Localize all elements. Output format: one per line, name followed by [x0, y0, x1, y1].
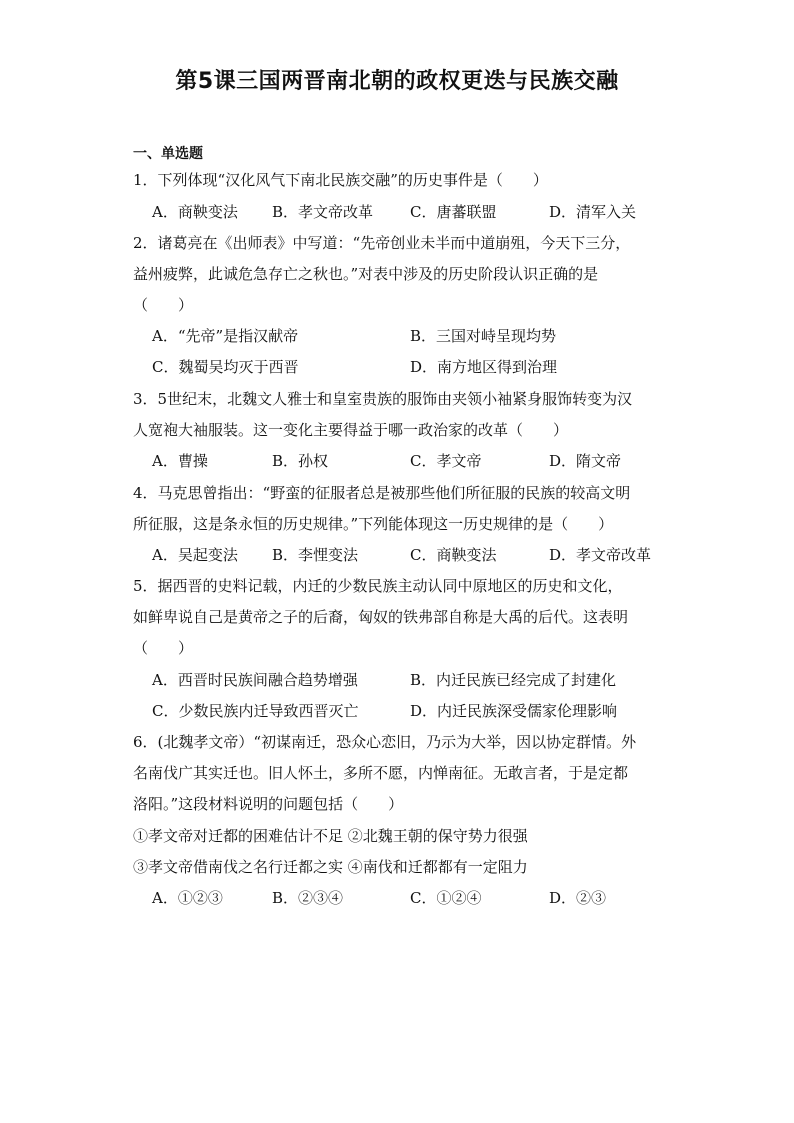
- question-6-stem-line-3: 洛阳。”这段材料说明的问题包括（ ）: [133, 795, 404, 813]
- question-1-stem: 1．下列体现“汉化风气下南北民族交融”的历史事件是（ ）: [133, 171, 548, 189]
- question-1-option-c[interactable]: C．唐蕃联盟: [410, 203, 497, 221]
- page-title: 第5课三国两晋南北朝的政权更迭与民族交融: [175, 69, 619, 94]
- question-3-option-d[interactable]: D．隋文帝: [549, 452, 622, 470]
- section-heading: 一、单选题: [133, 146, 203, 162]
- question-3-option-b[interactable]: B．孙权: [272, 452, 329, 470]
- question-6-option-a[interactable]: A．①②③: [152, 889, 223, 907]
- question-2-option-a[interactable]: A．“先帝”是指汉献帝: [152, 327, 299, 345]
- question-5-option-b[interactable]: B．内迁民族已经完成了封建化: [410, 671, 617, 689]
- question-2-stem-line-3: （ ）: [133, 296, 194, 314]
- question-1-option-d[interactable]: D．清军入关: [549, 203, 637, 221]
- question-3-stem-line-1: 3．5世纪末，北魏文人雅士和皇室贵族的服饰由夹领小袖紧身服饰转变为汉: [133, 390, 633, 408]
- question-3-option-c[interactable]: C．孝文帝: [410, 452, 482, 470]
- question-3-option-a[interactable]: A．曹操: [152, 452, 208, 470]
- question-4-stem-line-2: 所征服，这是条永恒的历史规律。”下列能体现这一历史规律的是（ ）: [133, 515, 614, 533]
- question-1-option-a[interactable]: A．商鞅变法: [152, 203, 238, 221]
- question-6-stem-line-1: 6．(北魏孝文帝）“初谋南迁，恐众心恋旧，乃示为大举，因以协定群情。外: [133, 733, 637, 751]
- question-6-stem-line-2: 名南伐广其实迁也。旧人怀土，多所不愿，内惮南征。无敢言者，于是定都: [133, 764, 629, 782]
- question-6-statements-line-1: ①孝文帝对迁都的困难估计不足 ②北魏王朝的保守势力很强: [133, 827, 528, 845]
- question-4-option-b[interactable]: B．李悝变法: [272, 546, 359, 564]
- question-1-option-b[interactable]: B．孝文帝改革: [272, 203, 374, 221]
- question-3-stem-line-2: 人宽袍大袖服装。这一变化主要得益于哪一政治家的改革（ ）: [133, 421, 569, 439]
- question-2-stem-line-2: 益州疲弊，此诚危急存亡之秋也。”对表中涉及的历史阶段认识正确的是: [133, 265, 599, 283]
- question-5-option-d[interactable]: D．内迁民族深受儒家伦理影响: [410, 702, 618, 720]
- question-4-option-d[interactable]: D．孝文帝改革: [549, 546, 652, 564]
- question-4-stem-line-1: 4．马克思曾指出：“野蛮的征服者总是被那些他们所征服的民族的较高文明: [133, 484, 631, 502]
- question-4-option-c[interactable]: C．商鞅变法: [410, 546, 497, 564]
- question-5-option-a[interactable]: A．西晋时民族间融合趋势增强: [152, 671, 358, 689]
- question-5-stem-line-2: 如鲜卑说自己是黄帝之子的后裔，匈奴的铁弗部自称是大禹的后代。这表明: [133, 608, 629, 626]
- question-6-option-d[interactable]: D．②③: [549, 889, 607, 907]
- question-6-option-c[interactable]: C．①②④: [410, 889, 482, 907]
- question-2-option-c[interactable]: C．魏蜀吴均灭于西晋: [152, 358, 299, 376]
- question-2-option-d[interactable]: D．南方地区得到治理: [410, 358, 558, 376]
- question-6-option-b[interactable]: B．②③④: [272, 889, 344, 907]
- question-2-option-b[interactable]: B．三国对峙呈现均势: [410, 327, 557, 345]
- question-6-statements-line-2: ③孝文帝借南伐之名行迁都之实 ④南伐和迁都都有一定阻力: [133, 858, 528, 876]
- question-2-stem-line-1: 2．诸葛亮在《出师表》中写道：“先帝创业未半而中道崩殂，今天下三分，: [133, 234, 631, 252]
- question-5-stem-line-1: 5．据西晋的史料记载，内迁的少数民族主动认同中原地区的历史和文化，: [133, 577, 623, 595]
- question-4-option-a[interactable]: A．吴起变法: [152, 546, 238, 564]
- question-5-stem-line-3: （ ）: [133, 639, 194, 657]
- question-5-option-c[interactable]: C．少数民族内迁导致西晋灭亡: [152, 702, 359, 720]
